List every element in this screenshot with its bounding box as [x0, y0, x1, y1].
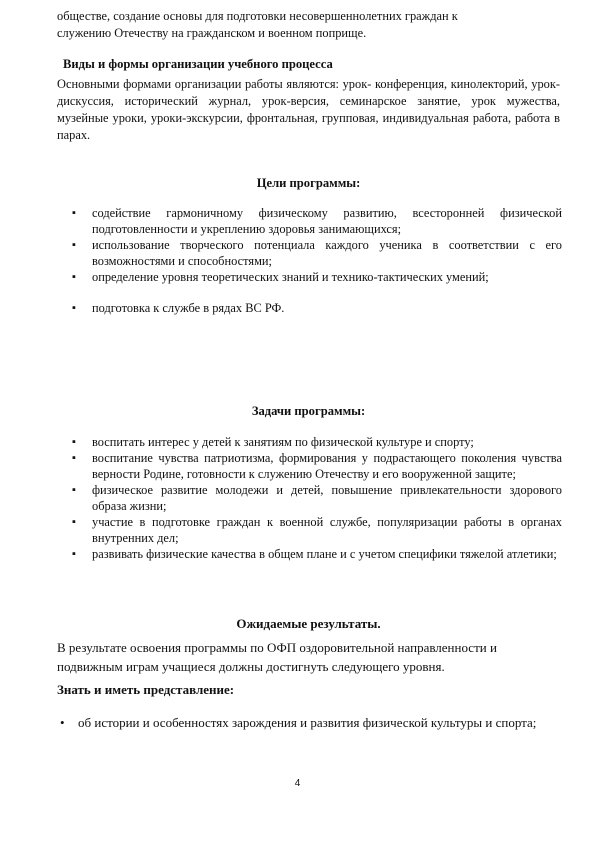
task-item: ▪ развивать физические качества в общем плане и с учетом специфики тяжелой атлетики; — [72, 546, 562, 562]
goals-heading: Цели программы: — [256, 176, 361, 190]
goals-list — [72, 205, 562, 316]
goal-item: ▪ определение уровня теоретических знаний и технико-тактических умений; — [72, 269, 562, 285]
page-number: 4 — [294, 778, 301, 789]
intro-line-1: обществе, создание основы для подготовки несовершеннолетних граждан к — [57, 9, 458, 23]
task-item: ▪ участие в подготовке граждан к военной службе, популяризации работы в органах внутренних дел; — [72, 514, 562, 546]
tasks-heading: Задачи программы: — [251, 404, 366, 418]
forms-paragraph: Основными формами организации работы являются: урок- конференция, кинолекторий, урок-дискуссия, исторический журнал, урок-версия, семинарское занятие, урок мужества, музейные уроки, уроки-экскурсии, фронтальная, групповая, индивидуальная работа, работа в парах. — [57, 77, 560, 142]
know-item: • об истории и особенностях зарождения и развития физической культуры и спорта; — [60, 713, 560, 732]
expected-heading: Ожидаемые результаты. — [236, 616, 381, 631]
goal-item: ▪ использование творческого потенциала каждого ученика в соответствии с его возможностями и способностями; — [72, 237, 562, 269]
expected-paragraph: В результате освоения программы по ОФП оздоровительной направленности и подвижным играм учащиеся должны достигнуть следующего уровня. — [57, 640, 497, 674]
task-item: ▪ воспитать интерес у детей к занятиям по физической культуре и спорту; — [72, 434, 562, 450]
task-item: ▪ воспитание чувства патриотизма, формирования у подрастающего поколения чувства верности Родине, готовности к служению Отечеству и его вооруженной защите; — [72, 450, 562, 482]
know-list — [60, 713, 560, 732]
know-subheading: Знать и иметь представление: — [57, 682, 235, 697]
intro-line-2: служению Отечеству на гражданском и военном поприще. — [57, 26, 367, 40]
task-item: ▪ физическое развитие молодежи и детей, повышение привлекательности здорового образа жизни; — [72, 482, 562, 514]
intro-paragraph — [57, 8, 560, 42]
goal-item: ▪ содействие гармоничному физическому развитию, всесторонней физической подготовленности и укреплению здоровья занимающихся; — [72, 205, 562, 237]
tasks-list — [72, 434, 562, 562]
goal-item: ▪ подготовка к службе в рядах ВС РФ. — [72, 300, 562, 316]
forms-heading: Виды и формы организации учебного процесса — [63, 57, 333, 71]
